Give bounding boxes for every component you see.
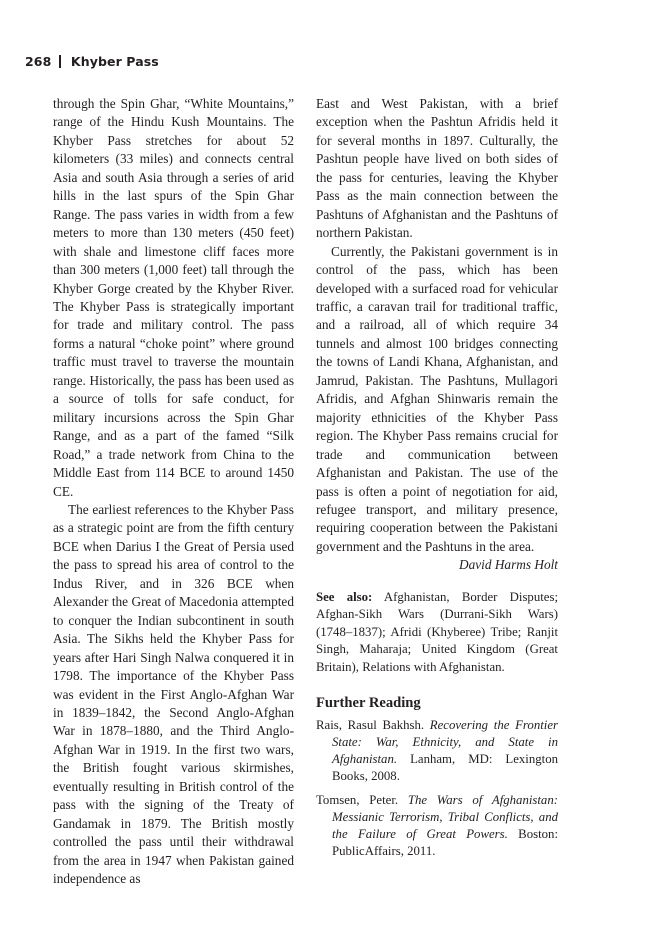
right-column bbox=[316, 95, 558, 866]
reference-publisher: Boston: PublicAffairs, 2011. bbox=[332, 826, 558, 859]
see-also-text: Afghanistan, Border Disputes; Afghan-Sikh Wars (Durrani-Sikh Wars) (1748–1837); Afridi (Khyberee) Tribe; Ranjit Singh, Maharaja; United Kingdom (Great Britain), Relations with Afghanistan. bbox=[316, 589, 558, 674]
further-reading-heading: Further Reading bbox=[316, 695, 421, 712]
reference-title: Recovering the Frontier State: War, Ethnicity, and State in Afghanistan. bbox=[332, 717, 558, 767]
reference-publisher: Lanham, MD: Lexington Books, 2008. bbox=[332, 752, 558, 784]
left-paragraph-1: through the Spin Ghar, “White Mountains,” range of the Hindu Kush Mountains. The Khyber Pass stretches for about 52 kilometers (33 miles) and connects central Asia and south Asia through a series of arid hills in the last spurs of the Spin Ghar Range. The pass varies in width from a few meters to more than 130 meters (450 feet) with shale and limestone cliff faces more than 300 meters (1,000 feet) tall through the Khyber Gorge created by the Khyber River. The Khyber Pass is strategically important for trade and military control. The pass forms a natural “choke point” where ground traffic must travel to traverse the mountain range. Historically, the pass has been used as a source of tolls for safe conduct, for military incursions across the Spin Ghar Range, and as a part of the famed “Silk Road,” a trade network from China to the Middle East from 114 BCE to around 1450 CE. bbox=[53, 96, 294, 499]
section-title: Khyber Pass bbox=[70, 54, 159, 69]
right-paragraph-2: Currently, the Pakistani government is in control of the pass, which has been developed with a surfaced road for vehicular traffic, a caravan trail for traditional traffic, and a railroad, all of which require 34 tunnels and almost 100 bridges connecting the towns of Landi Khana, Afghanistan, and Jamrud, Pakistan. The Pashtuns, Mullagori Afridis, and Afghan Shinwaris remain the majority ethnicities of the Khyber Pass region. The Khyber Pass remains crucial for trade and communication between Afghanistan and Pakistan. The use of the pass is often a point of negotiation for aid, refugee transport, and military presence, requiring cooperation between the Pakistani government and the Pashtuns in the area. bbox=[316, 243, 558, 554]
reference-author: Rais, Rasul Bakhsh. bbox=[316, 717, 425, 732]
reference-item bbox=[316, 717, 558, 786]
reference-title: The Wars of Afghanistan: Messianic Terrorism, Tribal Conflicts, and the Failure of Great Powers. bbox=[332, 792, 558, 841]
see-also bbox=[316, 589, 558, 677]
reference-item bbox=[316, 792, 558, 861]
author-byline: David Harms Holt bbox=[459, 557, 558, 573]
left-column bbox=[53, 95, 294, 888]
see-also-label: See also: bbox=[316, 589, 373, 604]
header-divider bbox=[59, 55, 61, 68]
running-head bbox=[25, 54, 159, 69]
page-number: 268 bbox=[25, 54, 52, 69]
left-paragraph-2: The earliest references to the Khyber Pass as a strategic point are from the fifth century BCE when Darius I the Great of Persia used the pass to spread his area of control to the Indus River, and in 326 BCE when Alexander the Great of Macedonia attempted to conquer the Indian subcontinent in south Asia. The Sikhs held the Khyber Pass for years after Hari Singh Nalwa conquered it in 1798. The importance of the Khyber Pass was evident in the First Anglo-Afghan War in 1839–1842, the Second Anglo-Afghan War in 1878–1880, and the Third Anglo-Afghan War in 1919. In the first two wars, the British fought various skirmishes, eventually resulting in British control of the pass with the signing of the Treaty of Gandamak in 1879. The British mostly controlled the pass until their withdrawal from the area in 1947 when Pakistan gained independence as bbox=[53, 501, 294, 887]
right-paragraph-1: East and West Pakistan, with a brief exception when the Pashtun Afridis held it for several months in 1897. Culturally, the Pashtun people have lived on both sides of the pass for centuries, leaving the Khyber Pass as the main connection between the Pashtuns of Afghanistan and the Pashtuns of northern Pakistan. bbox=[316, 96, 558, 241]
reference-author: Tomsen, Peter. bbox=[316, 792, 399, 807]
